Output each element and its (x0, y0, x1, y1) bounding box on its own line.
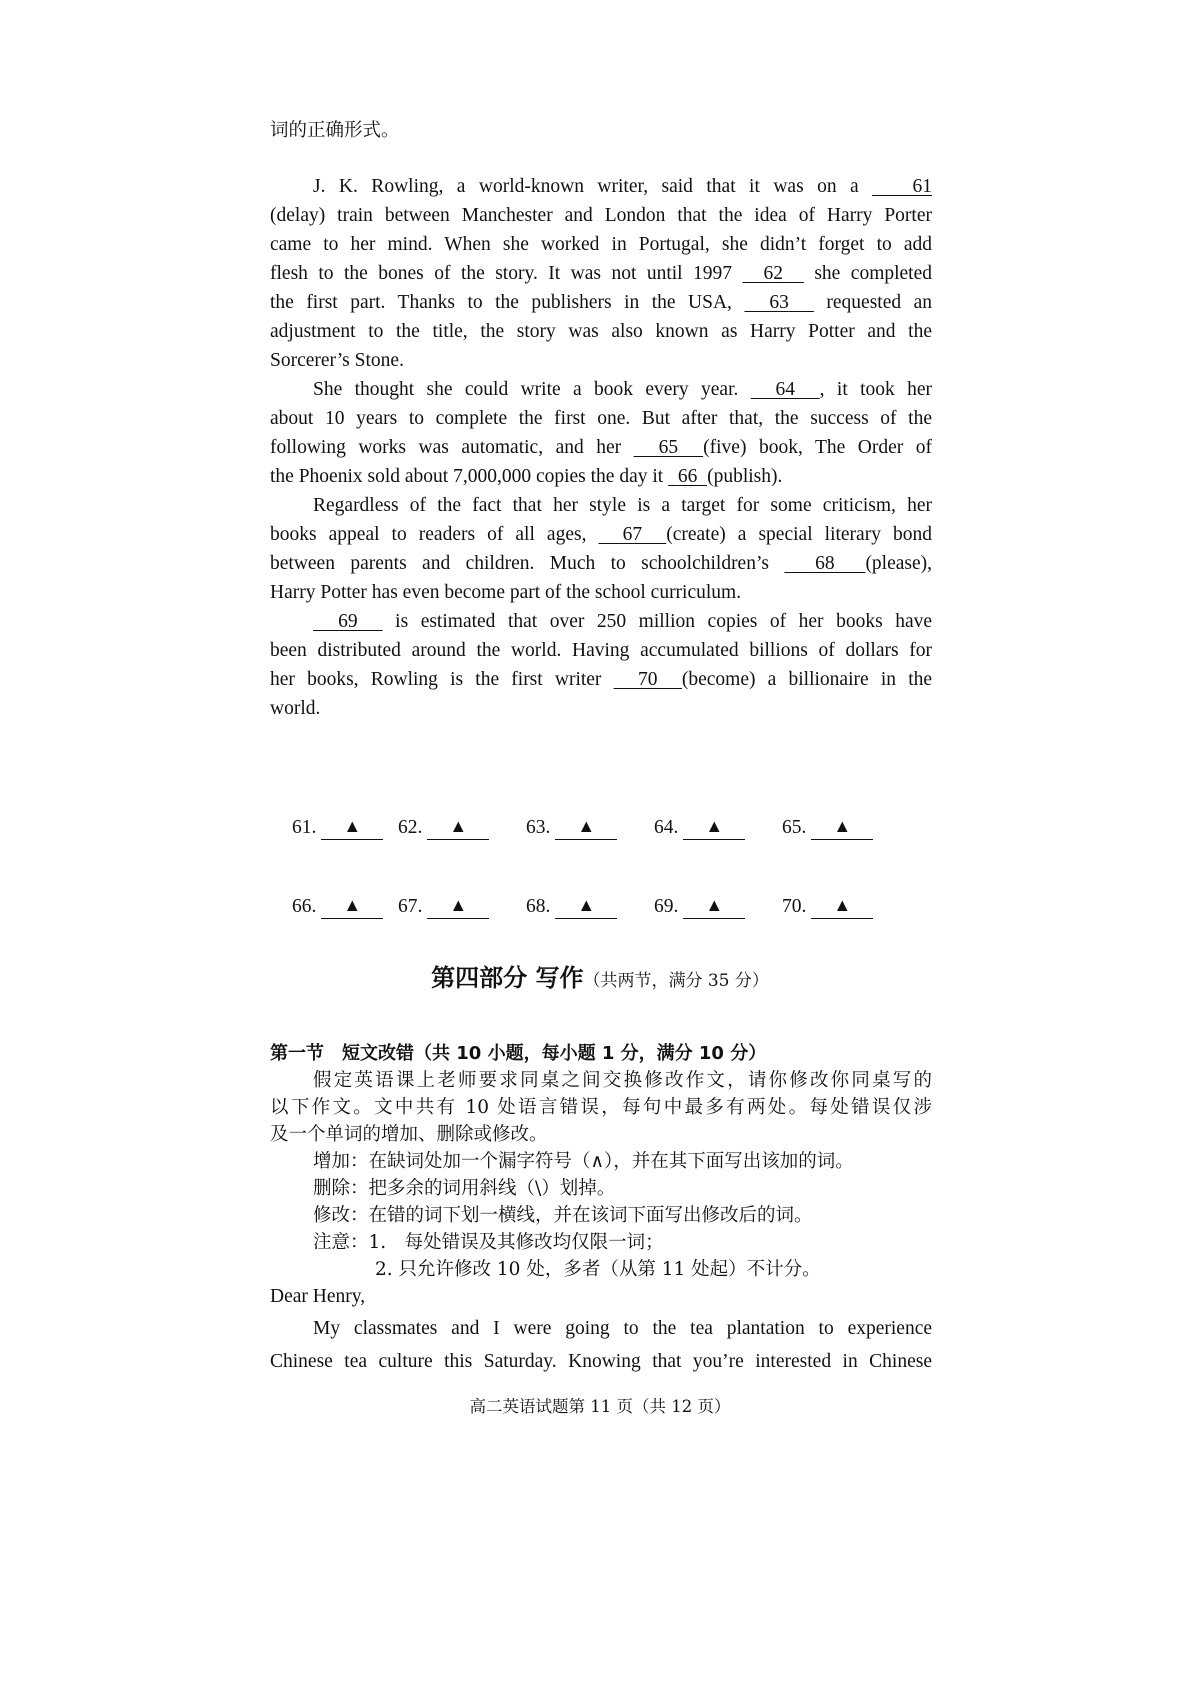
passage-line: world. (270, 698, 321, 719)
triangle-icon: ▲ (705, 895, 724, 915)
rule-delete: 删除：把多余的词用斜线（\）划掉。 (313, 1178, 616, 1199)
triangle-icon: ▲ (705, 816, 724, 836)
rule-modify: 修改：在错的词下划一横线，并在该词下面写出修改后的词。 (313, 1205, 813, 1226)
blank-61: 61 (912, 176, 933, 197)
blank-62: 62 (763, 263, 783, 284)
blank-65: 65 (658, 437, 679, 458)
section1-title: 第一节 短文改错（共 10 小题，每小题 1 分，满分 10 分） (270, 1043, 767, 1064)
answer-61: 61. ▲ (292, 814, 383, 841)
letter-greeting: Dear Henry, (270, 1286, 366, 1307)
passage-line: Harry Potter has even become part of the school curriculum. (270, 582, 742, 603)
blank-67: 67 (622, 524, 643, 545)
note-1: 注意：1. 每处错误及其修改均仅限一词； (313, 1232, 664, 1253)
triangle-icon: ▲ (343, 895, 362, 915)
passage-line: between parents and children. Much to schoolchildren’s 68 (please), (270, 553, 933, 574)
answer-63: 63. ▲ (526, 814, 617, 841)
passage-line: the Phoenix sold about 7,000,000 copies the day it 66 (publish). (270, 466, 783, 487)
triangle-icon: ▲ (577, 816, 596, 836)
passage-line: She thought she could write a book every year. 64 , it took her (313, 379, 933, 400)
instruction-line: 以下作文。文中共有 10 处语言错误，每句中最多有两处。每处错误仅涉 (270, 1097, 932, 1118)
answer-68: 68. ▲ (526, 893, 617, 920)
blank-66: 66 (677, 466, 698, 487)
rule-add: 增加：在缺词处加一个漏字符号（∧），并在其下面写出该加的词。 (313, 1151, 854, 1172)
triangle-icon: ▲ (577, 895, 596, 915)
note-2: 2. 只允许修改 10 处，多者（从第 11 处起）不计分。 (375, 1259, 821, 1280)
triangle-icon: ▲ (833, 816, 852, 836)
passage-line: Regardless of the fact that her style is a target for some criticism, her (313, 495, 932, 516)
passage-line: the first part. Thanks to the publishers in the USA, 63 requested an (270, 292, 933, 313)
answer-67: 67. ▲ (398, 893, 489, 920)
answer-70: 70. ▲ (782, 893, 873, 920)
triangle-icon: ▲ (449, 816, 468, 836)
passage-line: adjustment to the title, the story was also known as Harry Potter and the (270, 321, 932, 342)
blank-63: 63 (769, 292, 789, 313)
answer-62: 62. ▲ (398, 814, 489, 841)
passage-line: following works was automatic, and her 65 (five) book, The Order of (270, 437, 932, 458)
blank-68: 68 (815, 553, 835, 574)
passage-line: her books, Rowling is the first writer 70 (become) a billionaire in the (270, 669, 933, 690)
letter-line: My classmates and I were going to the tea plantation to experience (313, 1318, 932, 1339)
passage-line: (delay) train between Manchester and London that the idea of Harry Porter (270, 205, 932, 226)
page-footer: 高二英语试题第 11 页（共 12 页） (469, 1397, 731, 1416)
passage-line: about 10 years to complete the first one. But after that, the success of the (270, 408, 932, 429)
answer-65: 65. ▲ (782, 814, 873, 841)
instruction-line: 及一个单词的增加、删除或修改。 (270, 1124, 548, 1145)
triangle-icon: ▲ (833, 895, 852, 915)
instruction-line: 假定英语课上老师要求同桌之间交换修改作文，请你修改你同桌写的 (313, 1070, 932, 1091)
blank-69: 69 (338, 611, 358, 632)
answer-64: 64. ▲ (654, 814, 745, 841)
blank-70: 70 (638, 669, 658, 690)
intro-tail: 词的正确形式。 (270, 120, 400, 141)
answer-69: 69. ▲ (654, 893, 745, 920)
passage-line: J. K. Rowling, a world-known writer, said that it was on a 61 (313, 176, 933, 197)
answer-66: 66. ▲ (292, 893, 383, 920)
passage-line: Sorcerer’s Stone. (270, 350, 404, 371)
passage-line: 69 is estimated that over 250 million copies of her books have (270, 608, 932, 635)
letter-line: Chinese tea culture this Saturday. Knowing that you’re interested in Chinese (270, 1351, 932, 1372)
passage-line: been distributed around the world. Having accumulated billions of dollars for (270, 640, 932, 661)
part4-heading: 第四部分 写作（共两节，满分 35 分） (431, 964, 769, 992)
triangle-icon: ▲ (343, 816, 362, 836)
passage-line: flesh to the bones of the story. It was not until 1997 62 she completed (270, 263, 933, 284)
blank-64: 64 (775, 379, 795, 400)
passage-line: books appeal to readers of all ages, 67 (create) a special literary bond (270, 524, 932, 545)
passage-line: came to her mind. When she worked in Portugal, she didn’t forget to add (270, 234, 932, 255)
triangle-icon: ▲ (449, 895, 468, 915)
